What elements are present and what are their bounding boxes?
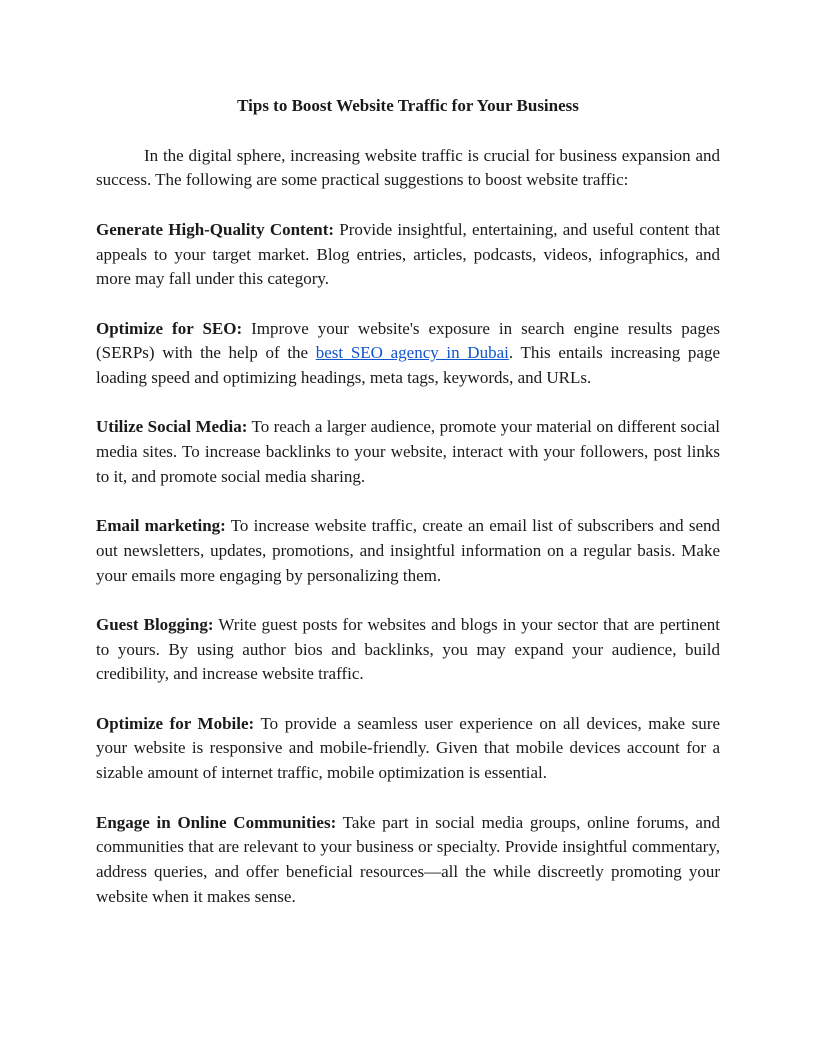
- section-heading: Guest Blogging:: [96, 614, 214, 634]
- section-social-media: [96, 415, 720, 489]
- section-email-marketing: [96, 514, 720, 588]
- section-text: Improve your website's exposure in search engine results pages (SERPs) with the help of the: [96, 318, 720, 363]
- section-heading: Email marketing:: [96, 516, 226, 536]
- document-page: [96, 94, 720, 934]
- section-guest-blogging: [96, 613, 720, 687]
- section-text: Provide insightful, entertaining, and useful content that appeals to your target market. Blog entries, articles, podcasts, videos, infographics, and more may fall under this category.: [96, 219, 720, 289]
- section-heading: Engage in Online Communities:: [96, 812, 337, 832]
- section-heading: Generate High-Quality Content:: [96, 219, 335, 239]
- section-online-communities: [96, 811, 720, 910]
- section-text: Take part in social media groups, online forums, and communities that are relevant to your business or specialty. Provide insightful commentary, address queries, and offer beneficial resources—all the while discreetly promoting your website when it makes sense.: [96, 812, 720, 906]
- section-text: To increase website traffic, create an email list of subscribers and send out newsletters, updates, promotions, and insightful information on a regular basis. Make your emails more engaging by personalizing them.: [96, 516, 720, 585]
- section-text: To provide a seamless user experience on all devices, make sure your website is responsive and mobile-friendly. Given that mobile devices account for a sizable amount of internet traffic, mobile optimization is essential.: [96, 713, 720, 783]
- section-heading: Optimize for SEO:: [96, 318, 243, 338]
- section-text: To reach a larger audience, promote your material on different social media sites. To increase backlinks to your website, interact with your followers, post links to it, and promote social media sharing.: [96, 417, 721, 486]
- document-title: Tips to Boost Website Traffic for Your Business: [237, 96, 579, 115]
- section-heading: Utilize Social Media:: [96, 417, 248, 437]
- section-optimize-seo: [96, 317, 720, 391]
- intro-paragraph: In the digital sphere, increasing website traffic is crucial for business expansion and success. The following are some practical suggestions to boost website traffic:: [96, 145, 720, 190]
- seo-agency-link[interactable]: best SEO agency in Dubai: [315, 343, 509, 363]
- section-generate-content: [96, 218, 720, 292]
- section-text: . This entails increasing page loading speed and optimizing headings, meta tags, keywords, and URLs.: [96, 343, 721, 387]
- section-heading: Optimize for Mobile:: [96, 713, 255, 733]
- section-text: Write guest posts for websites and blogs in your sector that are pertinent to yours. By using author bios and backlinks, you may expand your audience, build credibility, and increase website traffic.: [96, 614, 720, 684]
- section-optimize-mobile: [96, 712, 720, 786]
